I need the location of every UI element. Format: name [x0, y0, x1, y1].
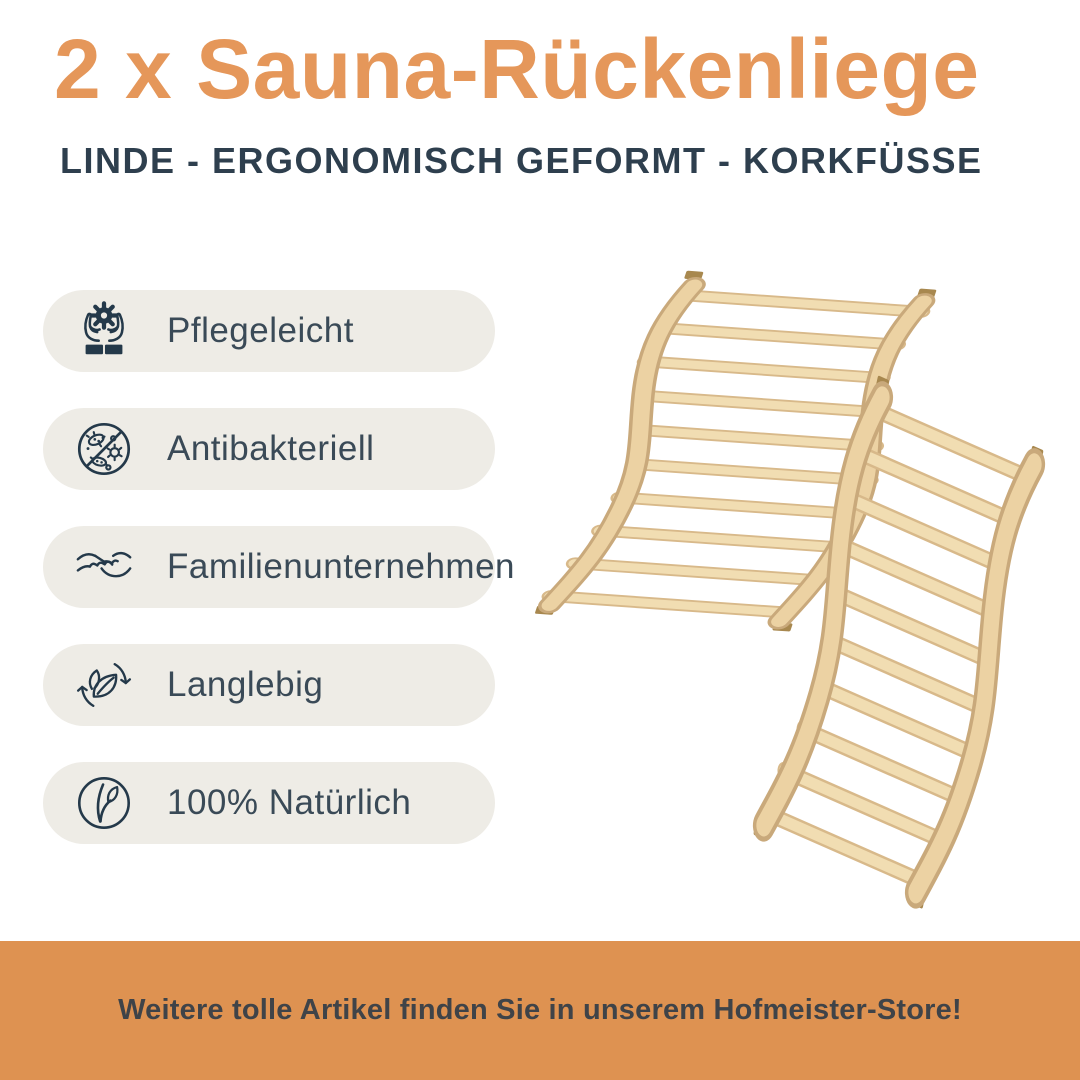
sauna-backrest-front [753, 365, 1044, 918]
feature-pill-antibakteriell [43, 408, 495, 490]
footer-banner [0, 941, 1080, 1080]
antibacterial-icon [73, 418, 135, 480]
plant-sprout-icon [73, 772, 135, 834]
feature-label: Antibakteriell [167, 429, 375, 468]
sauna-backrest-rear [535, 268, 938, 634]
handshake-icon [73, 536, 135, 598]
feature-label: Pflegeleicht [167, 311, 354, 350]
page-subtitle: LINDE - ERGONOMISCH GEFORMT - KORKFÜSSE [60, 140, 983, 181]
feature-label: Familienunternehmen [167, 547, 516, 586]
product-photo-sauna-backrests [515, 238, 1080, 948]
feature-pill-natuerlich [43, 762, 495, 844]
feature-label: 100% Natürlich [167, 783, 412, 822]
leaf-recycle-icon [73, 654, 135, 716]
feature-label: Langlebig [167, 665, 324, 704]
feature-pill-familienunternehmen [43, 526, 516, 608]
care-hands-gear-icon [73, 300, 135, 362]
feature-list [43, 290, 516, 880]
page-title: 2 x Sauna-Rückenliege [54, 22, 980, 116]
feature-pill-langlebig [43, 644, 495, 726]
banner-text: Weitere tolle Artikel finden Sie in unserem Hofmeister-Store! [118, 994, 962, 1026]
feature-pill-pflegeleicht [43, 290, 495, 372]
